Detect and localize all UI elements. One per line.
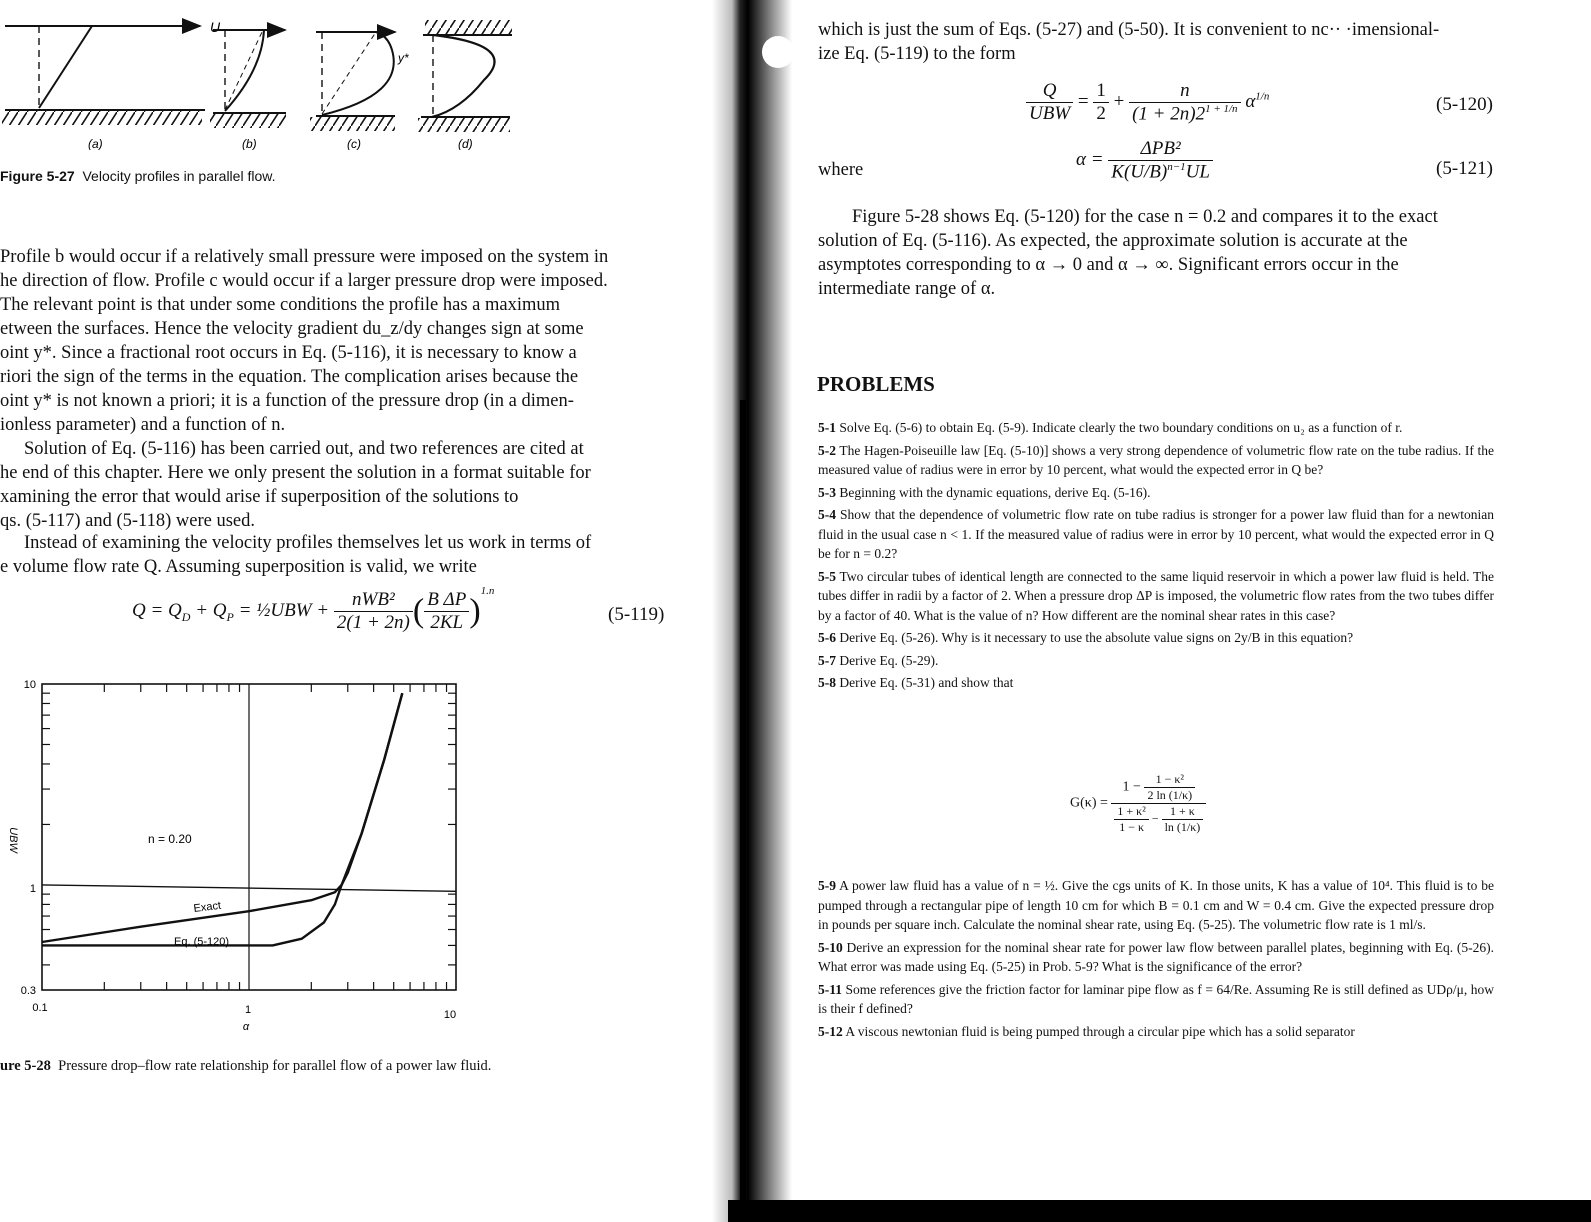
figure-5-27-caption — [0, 168, 275, 184]
series-eq-5-120 — [42, 693, 402, 945]
figure-caption-text: Velocity profiles in parallel flow. — [82, 168, 276, 184]
where-label: where — [818, 160, 864, 180]
text-line: Profile b would occur if a relatively small pressure were imposed on the system in — [0, 247, 609, 267]
text-line: Instead of examining the velocity profiles themselves let us work in terms of — [24, 533, 592, 553]
text-line: ize Eq. (5-119) to the form — [818, 44, 1016, 64]
text-line: e volume flow rate Q. Assuming superposition is valid, we write — [0, 557, 477, 577]
paragraph-figure-5-28 — [818, 205, 1494, 301]
x-tick-label: 0.1 — [32, 1002, 48, 1014]
series-label-exact: Exact — [192, 899, 222, 915]
text-line: solution of Eq. (5-116). As expected, the approximate solution is accurate at the — [818, 231, 1408, 251]
equation-5-119: $Q = Q_D + Q_P$ = ½UBW + $\frac{\text{nWB²}}{2(1 + 2n)}$ ( $\frac{\text{B ΔP}}{2KL}$ )$^{1.n}$ — [132, 585, 495, 634]
text-line: xamining the error that would arise if superposition of the solutions to — [0, 487, 519, 507]
problem-item: 5-8 Derive Eq. (5-31) and show that — [818, 675, 1014, 690]
equation-5-121: α = $\frac{\text{ΔPB²}}{K(U/B)^{n-1}UL}$ — [1076, 138, 1213, 183]
text-line: he end of this chapter. Here we only present the solution in a format suitable for — [0, 463, 591, 483]
problem-item: 5-10 Derive an expression for the nominal shear rate for power law flow between parallel plates, beginning with Eq. (5-26). What error was made using Eq. (5-25) in Prob. 5-9? What is the significance of the error? — [818, 939, 1494, 974]
text-line: etween the surfaces. Hence the velocity gradient du_z/dy changes sign at some — [0, 319, 584, 339]
problems-list — [818, 418, 1494, 693]
figure-5-28-caption — [0, 1058, 491, 1075]
problem-item: 5-1 Solve Eq. (5-6) to obtain Eq. (5-9). Indicate clearly the two boundary conditions on u₂ as a function of r. — [818, 420, 1403, 435]
panel-label-b: (b) — [242, 137, 257, 150]
profile-b — [210, 30, 286, 150]
text-line: Figure 5-28 shows Eq. (5-120) for the case n = 0.2 and compares it to the exact — [852, 207, 1438, 227]
x-tick-label: 1 — [244, 1004, 252, 1016]
paragraph-profiles — [0, 245, 675, 437]
annotation-n: n = 0.20 — [148, 832, 192, 846]
y-axis-label: UBW — [7, 827, 19, 853]
fraction: $\frac{\text{B ΔP}}{2KL}$ — [424, 589, 469, 634]
figure-5-27 — [0, 0, 600, 150]
figure-label: Figure 5-27 — [0, 168, 75, 184]
ystar-label: y* — [398, 51, 409, 65]
problem-item: 5-11 Some references give the friction factor for laminar pipe flow as f = 64/Re. Assuming Re is still defined as UDρ/μ, how is their f defined? — [818, 981, 1495, 1016]
panel-label-a: (a) — [88, 137, 103, 150]
text-line: oint y* is not known a priori; it is a function of the pressure drop (in a dimen- — [0, 391, 574, 411]
paragraph-solution — [0, 437, 675, 533]
figure-label: ure 5-28 — [0, 1058, 51, 1074]
right-page — [800, 0, 1591, 1222]
equation-number: (5-119) — [608, 604, 665, 625]
text-line: which is just the sum of Eqs. (5-27) and (5-50). It is convenient to nc·· ·imensional- — [818, 20, 1440, 40]
paragraph-intro — [818, 18, 1498, 66]
problem-item: 5-5 Two circular tubes of identical length are connected to the same liquid reservoir in which a power law fluid is held. The tubes differ in radii by a factor of 2. When a pressure drop ΔP is imposed, the volumetric flow rates from the two tubes differ by a factor of 40. What is the value of n? How different are the nominal shear rates in this case? — [818, 568, 1494, 623]
text-line: The relevant point is that under some conditions the profile has a maximum — [0, 295, 561, 315]
text-line: qs. (5-117) and (5-118) were used. — [0, 511, 255, 531]
x-tick-label: 10 — [443, 1009, 457, 1021]
equation-number: (5-120) — [1436, 94, 1493, 115]
y-tick-label: 10 — [23, 679, 36, 691]
panel-label-d: (d) — [458, 137, 473, 150]
paragraph-flow-rate — [0, 531, 675, 579]
problem-item: 5-4 Show that the dependence of volumetric flow rate on tube radius is stronger for a power law fluid than for a newtonian fluid in the usual case n < 1. If the measured value of radius were in error by 10 percent, what would the expected error in Q be for n = 0.2? — [818, 507, 1495, 561]
book-gutter-shadow — [712, 0, 792, 1222]
problems-heading: PROBLEMS — [817, 372, 935, 396]
fraction: $\frac{\text{nWB²}}{2(1 + 2n)}$ — [334, 589, 413, 634]
problem-item: 5-2 The Hagen-Poiseuille law [Eq. (5-10)] shows a very strong dependence of volumetric flow rate on the tube radius. If the measured value of radius were in error by 10 percent, what would the expected error in Q be? — [818, 442, 1494, 477]
problem-item: 5-3 Beginning with the dynamic equations, derive Eq. (5-16). — [818, 484, 1151, 500]
series-exact — [42, 693, 402, 942]
x-axis-label: α — [242, 1021, 250, 1032]
text-line: oint y*. Since a fractional root occurs in Eq. (5-116), it is necessary to know a — [0, 343, 577, 363]
equation-5-120: $\frac{Q}{\text{UBW}}$ = $\frac{1}{2}$ + $\frac{n}{(1 + 2n)2^{1 + 1/n}}$ $\alpha^{1/n}$ — [1026, 80, 1269, 125]
problem-item: 5-6 Derive Eq. (5-26). Why is it necessary to use the absolute value signs on 2y/B in this equation? — [818, 630, 1354, 645]
problem-item: 5-7 Derive Eq. (5-29). — [818, 652, 939, 668]
problem-item: 5-9 A power law fluid has a value of n = ½. Give the cgs units of K. In those units, K has a value of 10⁴. This fluid is to be pumped through a rectangular pipe of length 10 cm for which B = 0.1 cm and W = 0.4 cm. Give the expected pressure drop in pounds per square inch. Calculate the nominal shear rate, using Eq. (5-25). The volumetric flow rate is 1 ml/s. — [818, 878, 1494, 932]
text-line: asymptotes corresponding to α → 0 and α → ∞. Significant errors occur in the — [818, 255, 1399, 275]
problems-list-continued — [818, 876, 1494, 1041]
profile-a — [2, 19, 221, 150]
y-tick-label: 1 — [29, 883, 36, 895]
series-label-eq: Eq. (5-120) — [174, 936, 230, 948]
y-tick-label: 0.3 — [20, 985, 36, 997]
profile-c — [310, 32, 409, 150]
text-line: riori the sign of the terms in the equation. The complication arises because the — [0, 367, 579, 387]
text-line: Solution of Eq. (5-116) has been carried out, and two references are cited at — [24, 439, 584, 459]
equation-g-kappa: G(κ) = 1 − $\frac{\text{1 − κ²}}{2 \ln (1/\kappa)}$ $\frac{\text{1 + κ²}}{1 - \kappa}$ − $\frac{1 + \kappa}{\ln (1/\kappa)}$ — [1070, 772, 1206, 835]
text-line: intermediate range of α. — [818, 279, 996, 299]
problem-item: 5-12 A viscous newtonian fluid is being pumped through a circular pipe which has a solid separator — [818, 1023, 1355, 1039]
figure-caption-text: Pressure drop–flow rate relationship for parallel flow of a power law fluid. — [58, 1058, 492, 1074]
figure-5-28-chart — [0, 672, 480, 1032]
text-line: ionless parameter) and a function of n. — [0, 415, 286, 435]
profile-d — [418, 20, 512, 150]
text-line: he direction of flow. Profile c would occur if a larger pressure drop were imposed. — [0, 271, 608, 291]
velocity-label: U — [210, 19, 221, 35]
plot-frame — [42, 684, 456, 990]
left-page — [0, 0, 690, 1222]
panel-label-c: (c) — [347, 137, 361, 150]
equation-number: (5-121) — [1436, 158, 1493, 179]
